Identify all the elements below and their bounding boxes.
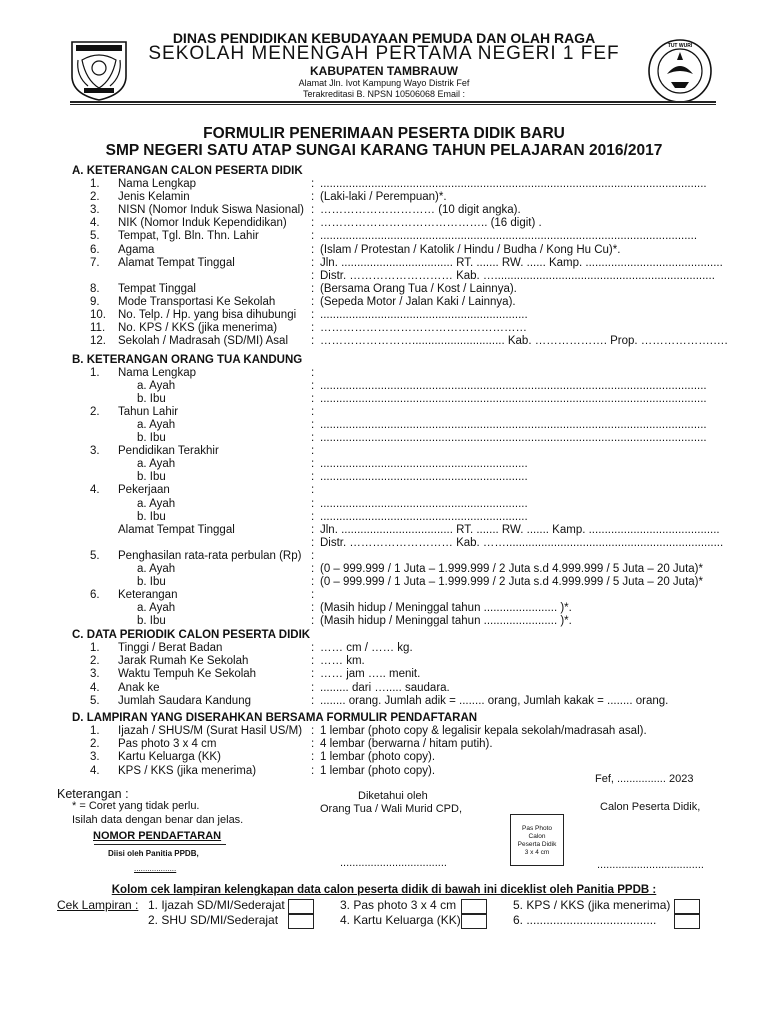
row-value-field[interactable]: (Sepeda Motor / Jalan Kaki / Lainnya). — [320, 295, 516, 308]
row-value-field[interactable]: Jln. ................................... RT. ....... RW. ...... Kamp. ........................................... — [320, 256, 723, 269]
form-row — [0, 230, 768, 243]
row-value-field[interactable]: (Bersama Orang Tua / Kost / Lainnya). — [320, 282, 517, 295]
row-colon: : — [311, 295, 315, 308]
row-colon: : — [311, 367, 315, 379]
row-label: No. Telp. / Hp. yang bisa dihubungi — [118, 309, 297, 321]
row-colon: : — [311, 458, 315, 471]
row-label: Kartu Keluarga (KK) — [118, 751, 221, 764]
row-colon: : — [311, 738, 315, 751]
row-colon: : — [311, 256, 315, 269]
row-label: Alamat Tempat Tinggal — [118, 523, 235, 536]
form-row — [0, 191, 768, 204]
row-number: 12. — [90, 335, 106, 348]
row-value-field[interactable]: ………………………… (10 digit angka). — [320, 204, 521, 217]
row-label: Sekolah / Madrasah (SD/MI) Asal — [118, 335, 289, 348]
form-row — [0, 309, 768, 322]
row-value-field[interactable]: 1 lembar (photo copy). — [320, 764, 436, 777]
row-sub-label: a. Ayah — [137, 458, 176, 471]
checklist-heading: Kolom cek lampiran kelengkapan data calon peserta didik di bawah ini diceklist oleh Panitia PPDB : — [111, 884, 657, 896]
row-number: 5. — [90, 694, 100, 707]
row-number: 11. — [90, 322, 106, 335]
row-number: 1. — [90, 642, 100, 654]
checkbox-kartu-keluarga[interactable] — [461, 914, 487, 929]
form-row — [0, 445, 768, 458]
row-label: Penghasilan rata-rata perbulan (Rp) — [118, 549, 302, 562]
checkbox-other[interactable] — [674, 914, 700, 929]
row-label: Ijazah / SHUS/M (Surat Hasil US/M) — [118, 725, 303, 737]
row-colon: : — [311, 536, 315, 549]
row-colon: : — [311, 562, 315, 575]
row-colon: : — [311, 393, 315, 406]
form-title: FORMULIR PENERIMAAN PESERTA DIDIK BARU — [203, 125, 565, 142]
row-colon: : — [311, 725, 315, 737]
form-row — [0, 738, 768, 751]
row-colon: : — [311, 230, 315, 243]
form-row — [0, 642, 768, 655]
row-value-field[interactable]: (Islam / Protestan / Katolik / Hindu / Budha / Kong Hu Cu)*. — [320, 243, 621, 256]
form-row — [0, 432, 768, 445]
row-value-field[interactable]: ......................................................................................................................... — [320, 393, 707, 406]
check-item-pas-photo: 3. Pas photo 3 x 4 cm — [340, 898, 457, 912]
parent-signature-label: Orang Tua / Wali Murid CPD, — [320, 803, 463, 815]
row-number: 5. — [90, 230, 100, 243]
row-colon: : — [311, 322, 315, 335]
row-colon: : — [311, 445, 315, 458]
form-row — [0, 178, 768, 191]
row-value-field[interactable]: ................................................................. — [320, 510, 528, 523]
check-item-kps-kks: 5. KPS / KKS (jika menerima) — [513, 898, 671, 912]
regency-name: KABUPATEN TAMBRAUW — [310, 64, 458, 78]
row-number: 9. — [90, 295, 100, 308]
header-divider-thin — [70, 104, 716, 105]
row-label: Mode Transportasi Ke Sekolah — [118, 295, 276, 308]
row-colon: : — [311, 601, 315, 614]
photo-line: Peserta Didik — [517, 841, 557, 848]
row-value-field[interactable]: ……………………………………………… — [320, 322, 527, 335]
form-row — [0, 576, 768, 589]
note-strike: * = Coret yang tidak perlu. — [72, 800, 200, 812]
check-item-ijazah: 1. Ijazah SD/MI/Sederajat — [148, 898, 285, 912]
row-value-field[interactable]: …… km. — [320, 655, 365, 668]
row-value-field[interactable]: Distr. ……………………… Kab. …….................................................................... — [320, 536, 724, 549]
row-sub-label: a. Ayah — [137, 419, 176, 432]
row-label: Pendidikan Terakhir — [118, 445, 219, 458]
row-number: 6. — [90, 588, 100, 601]
row-colon: : — [311, 681, 315, 694]
form-row — [0, 524, 768, 537]
agency-name: DINAS PENDIDIKAN KEBUDAYAAN PEMUDA DAN OLAH RAGA — [172, 30, 596, 46]
row-sub-label: b. Ibu — [137, 393, 166, 406]
row-value-field[interactable]: ......................................................................................................................... — [320, 419, 707, 432]
photo-line: Pas Photo — [522, 825, 552, 832]
row-label: Tahun Lahir — [118, 406, 179, 419]
row-number: 3. — [90, 668, 100, 681]
check-item-other: 6. ....................................... — [513, 913, 657, 927]
row-colon: : — [311, 497, 315, 510]
school-name: SEKOLAH MENENGAH PERTAMA NEGERI 1 FEF — [148, 43, 620, 64]
row-value-field[interactable]: (Masih hidup / Meninggal tahun ....................... )*. — [320, 601, 572, 614]
row-label: NIK (Nomor Induk Kependidikan) — [118, 217, 287, 230]
row-label: Jenis Kelamin — [118, 191, 190, 204]
row-colon: : — [311, 614, 315, 627]
row-sub-label: a. Ayah — [137, 601, 176, 614]
row-number: 2. — [90, 406, 100, 419]
row-colon: : — [311, 204, 315, 217]
form-row — [0, 471, 768, 484]
row-colon: : — [311, 243, 315, 256]
form-row — [0, 270, 768, 283]
row-number: 4. — [90, 217, 100, 230]
row-colon: : — [311, 282, 315, 295]
row-value-field[interactable]: ......... dari …..... saudara. — [320, 681, 450, 694]
row-value-field[interactable]: (Masih hidup / Meninggal tahun ....................... )*. — [320, 614, 572, 627]
row-label: Tempat Tinggal — [118, 282, 196, 295]
form-row — [0, 537, 768, 550]
checklist-label: Cek Lampiran : — [57, 898, 139, 912]
form-row — [0, 204, 768, 217]
row-sub-label: a. Ayah — [137, 497, 176, 510]
form-row — [0, 751, 768, 764]
row-label: Keterangan — [118, 588, 178, 601]
form-row — [0, 367, 768, 380]
row-value-field[interactable]: ……………………............................. Kab. ………………. Prop. ……………….…. — [320, 335, 728, 348]
form-row — [0, 725, 768, 738]
row-number: 1. — [90, 178, 100, 190]
form-row — [0, 682, 768, 695]
form-row — [0, 335, 768, 348]
row-sub-label: b. Ibu — [137, 432, 166, 445]
row-value-field[interactable]: …… jam ….. menit. — [320, 668, 421, 681]
school-address: Alamat Jln. Ivot Kampung Wayo Distrik Fef — [298, 78, 470, 88]
form-row — [0, 498, 768, 511]
form-row — [0, 563, 768, 576]
row-label: Pas photo 3 x 4 cm — [118, 738, 217, 751]
form-row — [0, 217, 768, 230]
row-number: 5. — [90, 549, 100, 562]
row-number: 1. — [90, 367, 100, 379]
filled-by-committee: Diisi oleh Panitia PPDB, — [108, 849, 199, 858]
row-colon: : — [311, 694, 315, 707]
row-colon: : — [311, 642, 315, 654]
row-value-field[interactable]: ........ orang. Jumlah adik = ........ orang, Jumlah kakak = ........ orang. — [320, 694, 669, 707]
row-colon: : — [311, 419, 315, 432]
row-label: Jumlah Saudara Kandung — [118, 694, 251, 707]
form-row — [0, 602, 768, 615]
check-item-shu: 2. SHU SD/MI/Sederajat — [148, 913, 279, 927]
row-colon: : — [311, 668, 315, 681]
form-row — [0, 406, 768, 419]
registration-number-label: NOMOR PENDAFTARAN — [93, 830, 222, 842]
row-value-field[interactable]: ...................................................................................................................... — [320, 230, 698, 243]
row-label: Nama Lengkap — [118, 178, 196, 190]
form-row — [0, 589, 768, 602]
row-sub-label: b. Ibu — [137, 614, 166, 627]
row-label: Jarak Rumah Ke Sekolah — [118, 655, 249, 668]
checkbox-pas-photo[interactable] — [461, 899, 487, 914]
checkbox-kps-kks[interactable] — [674, 899, 700, 914]
row-label: No. KPS / KKS (jika menerima) — [118, 322, 278, 335]
row-colon: : — [311, 484, 315, 497]
row-value-field[interactable]: ......................................................................................................................... — [320, 380, 707, 393]
row-colon: : — [311, 655, 315, 668]
row-value-field[interactable]: ................................................................. — [320, 309, 528, 321]
checkbox-ijazah[interactable] — [288, 899, 314, 914]
row-value-field[interactable]: (Laki-laki / Perempuan)*. — [320, 191, 447, 204]
form-row — [0, 695, 768, 708]
photo-line: Calon — [528, 833, 546, 840]
form-row — [0, 550, 768, 563]
form-row — [0, 322, 768, 335]
form-row — [0, 484, 768, 497]
row-colon: : — [311, 432, 315, 445]
student-signature-line: ................................... — [597, 859, 704, 871]
note-fill-correctly: Isilah data dengan benar dan jelas. — [72, 814, 244, 826]
header-divider — [70, 101, 716, 103]
row-number: 10. — [90, 309, 106, 321]
row-colon: : — [311, 380, 315, 393]
row-value-field[interactable]: 1 lembar (photo copy & legalisir kepala sekolah/madrasah asal). — [320, 725, 647, 737]
row-colon: : — [311, 406, 315, 419]
row-label: Nama Lengkap — [118, 367, 196, 379]
row-colon: : — [311, 510, 315, 523]
row-number: 4. — [90, 484, 100, 497]
row-value-field[interactable]: 4 lembar (berwarna / hitam putih). — [320, 738, 493, 751]
row-colon: : — [311, 471, 315, 484]
row-number: 3. — [90, 204, 100, 217]
row-value-field[interactable]: ................................................................. — [320, 497, 528, 510]
form-row — [0, 257, 768, 270]
row-number: 2. — [90, 191, 100, 204]
row-value-field[interactable]: ................................................................. — [320, 471, 528, 484]
row-colon: : — [311, 575, 315, 588]
row-label: Tinggi / Berat Badan — [118, 642, 223, 654]
row-value-field[interactable]: Jln. ................................... RT. ....... RW. ....... Kamp. ......................................... — [320, 523, 720, 536]
row-number: 1. — [90, 725, 100, 737]
row-number: 3. — [90, 751, 100, 764]
row-sub-label: b. Ibu — [137, 510, 166, 523]
parent-signature-line: ................................... — [340, 857, 447, 869]
row-value-field[interactable]: Distr. ……………………… Kab. …..................................................................... — [320, 269, 715, 282]
svg-text:TUT WURI: TUT WURI — [667, 43, 693, 49]
row-label: KPS / KKS (jika menerima) — [118, 764, 257, 777]
form-row — [0, 615, 768, 628]
row-number: 8. — [90, 282, 100, 295]
row-number: 3. — [90, 445, 100, 458]
notes-label: Keterangan : — [57, 787, 129, 801]
row-number: 4. — [90, 764, 100, 777]
form-row — [0, 655, 768, 668]
row-label: Anak ke — [118, 681, 160, 694]
row-number: 7. — [90, 256, 100, 269]
row-colon: : — [311, 523, 315, 536]
row-label: Waktu Tempuh Ke Sekolah — [118, 668, 257, 681]
row-colon: : — [311, 178, 315, 190]
row-colon: : — [311, 335, 315, 348]
row-colon: : — [311, 217, 315, 230]
row-label: NISN (Nomor Induk Siswa Nasional) — [118, 204, 304, 217]
row-sub-label: a. Ayah — [137, 562, 176, 575]
row-value-field[interactable]: …… cm / …… kg. — [320, 642, 413, 654]
checkbox-shu[interactable] — [288, 914, 314, 929]
form-row — [0, 380, 768, 393]
row-sub-label: b. Ibu — [137, 471, 166, 484]
row-label: Tempat, Tgl. Bln. Thn. Lahir — [118, 230, 259, 243]
row-colon: : — [311, 549, 315, 562]
row-label: Pekerjaan — [118, 484, 170, 497]
row-colon: : — [311, 751, 315, 764]
row-colon: : — [311, 764, 315, 777]
row-number: 4. — [90, 681, 100, 694]
row-label: Alamat Tempat Tinggal — [118, 256, 235, 269]
form-row — [0, 393, 768, 406]
row-number: 6. — [90, 243, 100, 256]
registration-number-value: ................... — [134, 864, 177, 873]
row-colon: : — [311, 588, 315, 601]
row-colon: : — [311, 309, 315, 321]
form-row — [0, 283, 768, 296]
school-accreditation: Terakreditasi B. NPSN 10506068 Email : — [302, 89, 466, 99]
row-colon: : — [311, 269, 315, 282]
photo-placeholder — [510, 814, 564, 866]
row-value-field[interactable]: ................................................................. — [320, 458, 528, 471]
photo-line: 3 x 4 cm — [524, 849, 550, 856]
row-value-field[interactable]: …………………………………….. (16 digit) . — [320, 217, 542, 230]
row-value-field[interactable]: (0 – 999.999 / 1 Juta – 1.999.999 / 2 Juta s.d 4.999.999 / 5 Juta – 20 Juta)* — [320, 575, 703, 588]
student-signature-label: Calon Peserta Didik, — [600, 801, 701, 813]
row-sub-label: a. Ayah — [137, 380, 176, 393]
form-row — [0, 296, 768, 309]
row-value-field[interactable]: 1 lembar (photo copy). — [320, 751, 436, 764]
row-value-field[interactable]: (0 – 999.999 / 1 Juta – 1.999.999 / 2 Juta s.d 4.999.999 / 5 Juta – 20 Juta)* — [320, 562, 703, 575]
form-row — [0, 458, 768, 471]
row-label: Agama — [118, 243, 155, 256]
form-row — [0, 511, 768, 524]
row-sub-label: b. Ibu — [137, 575, 166, 588]
form-row — [0, 668, 768, 681]
form-row — [0, 244, 768, 257]
acknowledged-by: Diketahui oleh — [358, 790, 428, 802]
signature-date: Fef, ................ 2023 — [595, 773, 694, 785]
row-number: 2. — [90, 655, 100, 668]
row-colon: : — [311, 191, 315, 204]
row-number: 2. — [90, 738, 100, 751]
form-subtitle: SMP NEGERI SATU ATAP SUNGAI KARANG TAHUN PELAJARAN 2016/2017 — [105, 142, 663, 159]
form-row — [0, 419, 768, 432]
check-item-kartu-keluarga: 4. Kartu Keluarga (KK) — [340, 913, 461, 927]
row-value-field[interactable]: ......................................................................................................................... — [320, 178, 707, 190]
row-value-field[interactable]: ......................................................................................................................... — [320, 432, 707, 445]
